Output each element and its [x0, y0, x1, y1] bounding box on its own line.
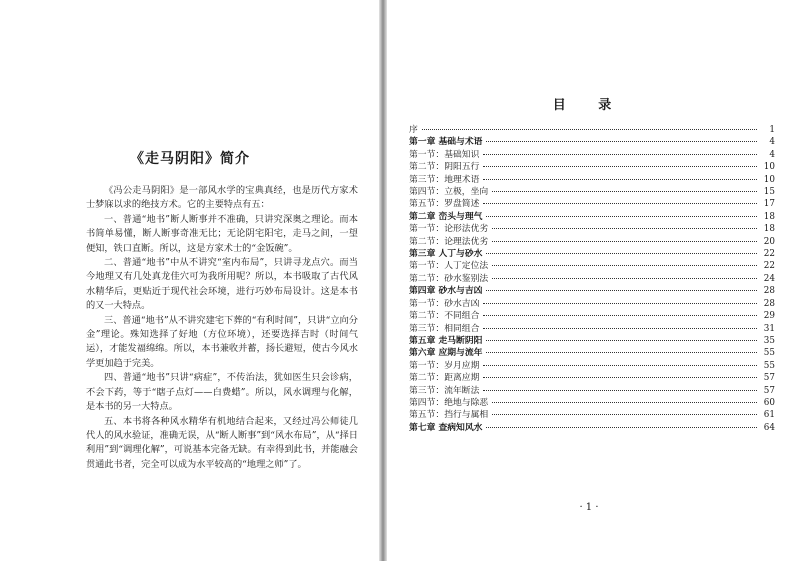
toc-entry[interactable]: [409, 360, 775, 372]
intro-paragraph: 《冯公走马阴阳》是一部风水学的宝典真经，也是历代方家术士梦寐以求的绝技方术。它的主要特点有五：: [86, 185, 358, 211]
toc-leader-dots: [422, 129, 757, 130]
toc-entry-label: 第四节：立极，坐向: [409, 187, 489, 198]
toc-entry-page: 29: [763, 311, 775, 322]
toc-leader-dots: [483, 179, 757, 180]
toc-entry-page: 61: [763, 410, 775, 421]
toc-entry-page: 10: [763, 162, 775, 173]
toc-entry-page: 17: [763, 199, 775, 210]
toc-entry-page: 28: [763, 286, 775, 297]
intro-paragraph: 三、普通“地书”从不讲究建宅下葬的“有利时间”，只讲“立向分金”理论。殊知选择了好地（方位环境），还要选择吉时（时间气运），才能发福绵绵。所以，本书兼收并蓄，扬长避短，使古今风水学更加趋于完美。: [86, 314, 358, 369]
toc-leader-dots: [483, 303, 757, 304]
toc-entry-page: 24: [763, 273, 775, 284]
toc-entry-label: 第三节：地理术语: [409, 174, 480, 185]
toc-entry-page: 31: [763, 323, 775, 334]
toc-entry-label: 第一章 基础与术语: [409, 137, 483, 148]
toc-entry[interactable]: [409, 285, 775, 297]
toc-entry-page: 55: [763, 360, 775, 371]
page-number: · 1 ·: [579, 502, 599, 513]
toc-entry[interactable]: [409, 385, 775, 397]
toc-entry-label: 第五节：罗盘简述: [409, 199, 480, 210]
toc-leader-dots: [483, 390, 757, 391]
toc-leader-dots: [483, 365, 757, 366]
table-of-contents: [409, 124, 775, 434]
toc-entry[interactable]: [409, 335, 775, 347]
toc-leader-dots: [492, 241, 757, 242]
toc-entry[interactable]: [409, 186, 775, 198]
toc-entry[interactable]: [409, 248, 775, 260]
toc-leader-dots: [483, 328, 757, 329]
toc-entry[interactable]: [409, 260, 775, 272]
toc-leader-dots: [492, 265, 757, 266]
toc-entry-label: 第三节：相同组合: [409, 323, 480, 334]
toc-entry[interactable]: [409, 124, 775, 136]
toc-entry[interactable]: [409, 136, 775, 148]
intro-body: [86, 184, 358, 472]
toc-entry-page: 64: [763, 422, 775, 433]
toc-entry[interactable]: [409, 422, 775, 434]
toc-entry-page: 55: [763, 348, 775, 359]
toc-entry-page: 4: [769, 149, 775, 160]
toc-entry-label: 第七章 查病知风水: [409, 422, 483, 433]
toc-leader-dots: [486, 340, 757, 341]
toc-entry-label: 第四节：绝地与除恶: [409, 397, 489, 408]
intro-paragraph: 四、普通“地书”只讲“病症”，不传治法，犹如医生只会诊病，不会下药，等于“瞎子点灯——白费蜡”。所以，风水调理与化解，是本书的另一大特点。: [86, 372, 358, 413]
toc-leader-dots: [486, 352, 757, 353]
toc-leader-dots: [492, 414, 757, 415]
toc-entry[interactable]: [409, 372, 775, 384]
toc-leader-dots: [483, 377, 757, 378]
left-page: [0, 0, 380, 561]
toc-title: 目 录: [552, 98, 626, 113]
toc-entry-page: 60: [763, 397, 775, 408]
toc-entry-page: 4: [769, 137, 775, 148]
toc-entry-label: 第一节：岁月应期: [409, 360, 480, 371]
toc-entry[interactable]: [409, 409, 775, 421]
toc-leader-dots: [486, 216, 757, 217]
toc-leader-dots: [486, 141, 757, 142]
toc-leader-dots: [486, 427, 757, 428]
toc-entry[interactable]: [409, 347, 775, 359]
toc-leader-dots: [492, 402, 757, 403]
toc-entry-page: 20: [763, 236, 775, 247]
toc-leader-dots: [483, 154, 757, 155]
toc-entry-page: 28: [763, 298, 775, 309]
toc-entry-label: 第三节：流年断法: [409, 385, 480, 396]
toc-entry[interactable]: [409, 174, 775, 186]
toc-entry[interactable]: [409, 198, 775, 210]
toc-entry-label: 序: [409, 125, 418, 135]
toc-entry[interactable]: [409, 236, 775, 248]
toc-entry[interactable]: [409, 149, 775, 161]
toc-entry-label: 第五章 走马断阴阳: [409, 335, 483, 346]
toc-leader-dots: [492, 228, 757, 229]
toc-entry[interactable]: [409, 397, 775, 409]
toc-entry[interactable]: [409, 161, 775, 173]
toc-entry-page: 18: [763, 224, 775, 235]
toc-entry-page: 22: [763, 261, 775, 272]
toc-entry-label: 第二节：砂水鉴别法: [409, 273, 489, 284]
toc-entry[interactable]: [409, 211, 775, 223]
toc-entry[interactable]: [409, 223, 775, 235]
toc-entry-page: 57: [763, 373, 775, 384]
toc-entry-page: 1: [769, 125, 775, 135]
toc-leader-dots: [483, 166, 757, 167]
toc-entry-label: 第二节：不同组合: [409, 311, 480, 322]
intro-paragraph: 二、普通“地书”中从不讲究“室内布局”，只讲寻龙点穴。而当今地理又有几处真龙佳穴可为我所用呢？所以，本书吸取了古代风水精华后，更贴近于现代社会环境，进行巧妙布局设计。这是本书的又一大特点。: [86, 257, 358, 312]
toc-leader-dots: [492, 191, 757, 192]
toc-leader-dots: [486, 290, 757, 291]
toc-leader-dots: [492, 278, 757, 279]
toc-entry-page: 35: [763, 335, 775, 346]
toc-leader-dots: [486, 253, 757, 254]
toc-entry[interactable]: [409, 310, 775, 322]
toc-entry-page: 15: [763, 187, 775, 198]
intro-title: 《走马阴阳》简介: [130, 151, 250, 167]
toc-leader-dots: [483, 315, 757, 316]
toc-entry[interactable]: [409, 273, 775, 285]
toc-entry-label: 第一节：砂水吉凶: [409, 298, 480, 309]
toc-entry-label: 第一节：论形法优劣: [409, 224, 489, 235]
toc-entry-label: 第二节：阴阳五行: [409, 162, 480, 173]
toc-leader-dots: [483, 203, 757, 204]
toc-entry-label: 第三章 人丁与砂水: [409, 249, 483, 260]
toc-entry[interactable]: [409, 298, 775, 310]
toc-entry[interactable]: [409, 323, 775, 335]
toc-entry-label: 第一节：人丁定位法: [409, 261, 489, 272]
intro-paragraph: 一、普通“地书”断人断事并不准确，只讲究深奥之理论。而本书简单易懂，断人断事奇准无比；无论阴宅阳宅，走马之间，一望便知，铁口直断。所以，这是方家术士的“金饭碗”。: [86, 213, 358, 254]
toc-entry-label: 第六章 应期与流年: [409, 348, 483, 359]
toc-entry-page: 22: [763, 249, 775, 260]
toc-entry-label: 第二节：距离应期: [409, 373, 480, 384]
toc-entry-label: 第五节：挡行与属相: [409, 410, 489, 421]
toc-entry-label: 第四章 砂水与吉凶: [409, 286, 483, 297]
toc-entry-page: 18: [763, 211, 775, 222]
toc-entry-page: 10: [763, 174, 775, 185]
toc-entry-label: 第一节：基础知识: [409, 149, 480, 160]
toc-entry-label: 第二章 峦头与理气: [409, 211, 483, 222]
toc-entry-label: 第二节：论理法优劣: [409, 236, 489, 247]
toc-entry-page: 57: [763, 385, 775, 396]
right-page: [385, 0, 793, 561]
intro-paragraph: 五、本书将各种风水精华有机地结合起来，又经过冯公师徒几代人的风水验证，准确无误，从“断人断事”到“风水布局”，从“择日利用”到“调理化解”，可说基本完备无缺。有幸得到此书，并能融会贯通此书者，完全可以成为水平较高的“地理之师”了。: [86, 415, 358, 470]
